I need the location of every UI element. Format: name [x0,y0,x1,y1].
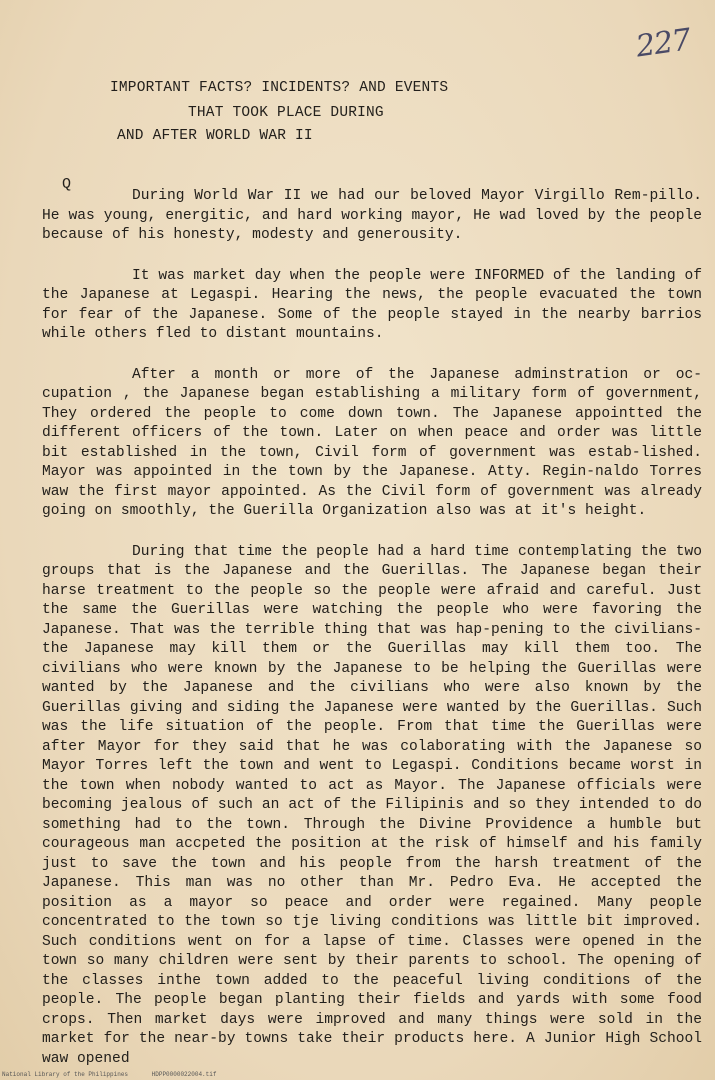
footer-library: National Library of the Philippines [2,1071,129,1078]
footer-filename: HDPP0000022004.tif [151,1071,217,1078]
handwritten-page-number: 227 [633,22,693,65]
paragraph-japanese-administration: After a month or more of the Japanese adminstration or oc-cupation , the Japanese began establishing a military form of government, They ordered the people to come down town. The Japanese appointted the different officers of the town. Later on when peace and order was little bit established in the town, Civil form of government was estab-lished. Mayor was appointed in the town by the Japanese. Atty. Regin-naldo Torres waw the first mayor appointed. As the Civil form of government was already going on smoothly, the Guerilla Organization also was at it's height. [42,366,702,519]
scan-footer [2,1071,216,1078]
paragraph-guerillas: During that time the people had a hard time contemplating the two groups that is the Japanese and the Guerillas. The Japanese began their harse treatment to the people so the people were afraid and careful. Just the same the Guerillas were watching the people who were favoring the Japanese. That was the terrible thing that was hap-pening to the civilians- the Japanese may kill them or the Guerillas may kill them too. The civilians who were known by the Japanese to be helping the Guerillas were wanted by the Japanese and the civilians who were also known by the Guerillas giving and siding the Japanese were wanted by the Guerillas. Such was the life situation of the people. From that time the Guerillas were after Mayor for they said that he was colaborating with the Japanese so Mayor Torres left the town and went to Legaspi. Conditions became worst in the town when nobody wanted to act as Mayor. The Japanese officials were becoming jealous of such an act of the Filipinis and so they intended to do something had to the town. Through the Divine Providence a humble but courageous man accpeted the position at the risk of himself and his family just to save the town and his people from the harsh treatment of the Japanese. This man was no other than Mr. Pedro Eva. He accepted the position as a mayor so peace and order were regained. Many people concentrated to the town so tje living conditions was little bit improved. Such conditions went on for a lapse of time. Classes were opened in the town so many children were sent by their parents to school. The opening of the classes inthe town added to the peaceful living conditions of the people. The people began planting their fields and yards with some food crops. Then market days were improved and many things were sold in the market for the near-by towns take their products here. A Junior High School waw opened [42,543,702,1067]
title-line-3: AND AFTER WORLD WAR II [117,128,313,144]
title-line-1: IMPORTANT FACTS? INCIDENTS? AND EVENTS [110,80,449,96]
title-line-2: THAT TOOK PLACE DURING [188,105,384,121]
paragraph-japanese-landing: It was market day when the people were INFORMED of the landing of the Japanese at Legaspi. Hearing the news, the people evacuated the town for fear of the Japanese. Some of the people stayed in the nearby barrios while others fled to distant mountains. [42,267,702,342]
paragraph-mayor-rempillo: During World War II we had our beloved Mayor Virgillo Rem-pillo. He was young, energitic, and hard working mayor, He wad loved by the people because of his honesty, modesty and generousity. [42,188,702,243]
margin-mark: Q [62,176,72,193]
document-body [42,187,702,1069]
